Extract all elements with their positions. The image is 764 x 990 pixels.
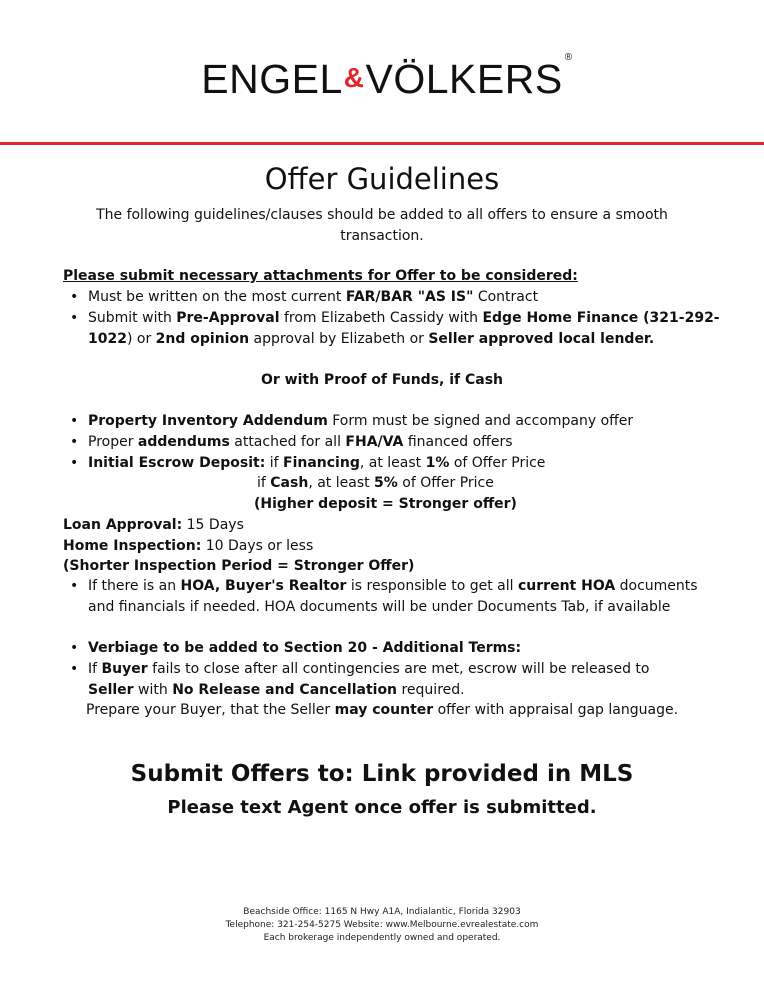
guideline-contract: • Must be written on the most current FAR/BAR "AS IS" Contract xyxy=(88,287,728,308)
text-agent-note: Please text Agent once offer is submitted. xyxy=(167,797,597,818)
header-divider xyxy=(0,142,764,145)
intro-text: The following guidelines/clauses should be added to all offers to ensure a smooth transaction. xyxy=(96,207,668,244)
proof-of-funds: Or with Proof of Funds, if Cash xyxy=(260,372,504,388)
submit-offers-heading: Submit Offers to: Link provided in MLS xyxy=(130,761,634,787)
shorter-inspection-note: (Shorter Inspection Period = Stronger Offer) xyxy=(63,558,415,574)
guideline-inventory-addendum: • Property Inventory Addendum Form must be signed and accompany offer xyxy=(88,411,728,432)
brand-logo xyxy=(0,52,764,103)
guideline-addendums: • Proper addendums attached for all FHA/VA financed offers xyxy=(88,432,728,453)
footer-office: Beachside Office: 1165 N Hwy A1A, Indialantic, Florida 32903 xyxy=(243,907,521,917)
page-title: Offer Guidelines xyxy=(264,162,500,196)
guideline-buyer-fails: • If Buyer fails to close after all contingencies are met, escrow will be released to Seller with No Release and Cancellation required. xyxy=(88,659,728,701)
guideline-verbiage: • Verbiage to be added to Section 20 - Additional Terms: xyxy=(88,638,728,659)
attachments-heading: Please submit necessary attachments for Offer to be considered: xyxy=(63,268,578,284)
logo-left: ENGEL xyxy=(201,56,343,102)
footer-disclaimer: Each brokerage independently owned and operated. xyxy=(263,933,501,943)
home-inspection: Home Inspection: 10 Days or less xyxy=(63,538,314,554)
higher-deposit-note: (Higher deposit = Stronger offer) xyxy=(254,496,517,512)
guideline-preapproval: • Submit with Pre-Approval from Elizabeth Cassidy with Edge Home Finance (321-292- 1022) or 2nd opinion approval by Elizabeth or Seller approved local lender. xyxy=(88,308,728,350)
prepare-buyer: Prepare your Buyer, that the Seller may counter offer with appraisal gap language. xyxy=(86,702,679,718)
footer-contact: Telephone: 321-254-5275 Website: www.Melbourne.evrealestate.com xyxy=(225,920,539,930)
logo-amp: & xyxy=(343,62,365,93)
logo-right: VÖLKERS xyxy=(365,56,563,102)
loan-approval: Loan Approval: 15 Days xyxy=(63,517,244,533)
guideline-hoa: • If there is an HOA, Buyer's Realtor is responsible to get all current HOA documents and financials if needed. HOA documents will be under Documents Tab, if available xyxy=(88,576,728,618)
registered-mark: ® xyxy=(564,52,573,63)
guideline-escrow-deposit: • Initial Escrow Deposit: if Financing, at least 1% of Offer Price xyxy=(88,453,728,474)
escrow-cash-line: if Cash, at least 5% of Offer Price xyxy=(257,475,494,491)
